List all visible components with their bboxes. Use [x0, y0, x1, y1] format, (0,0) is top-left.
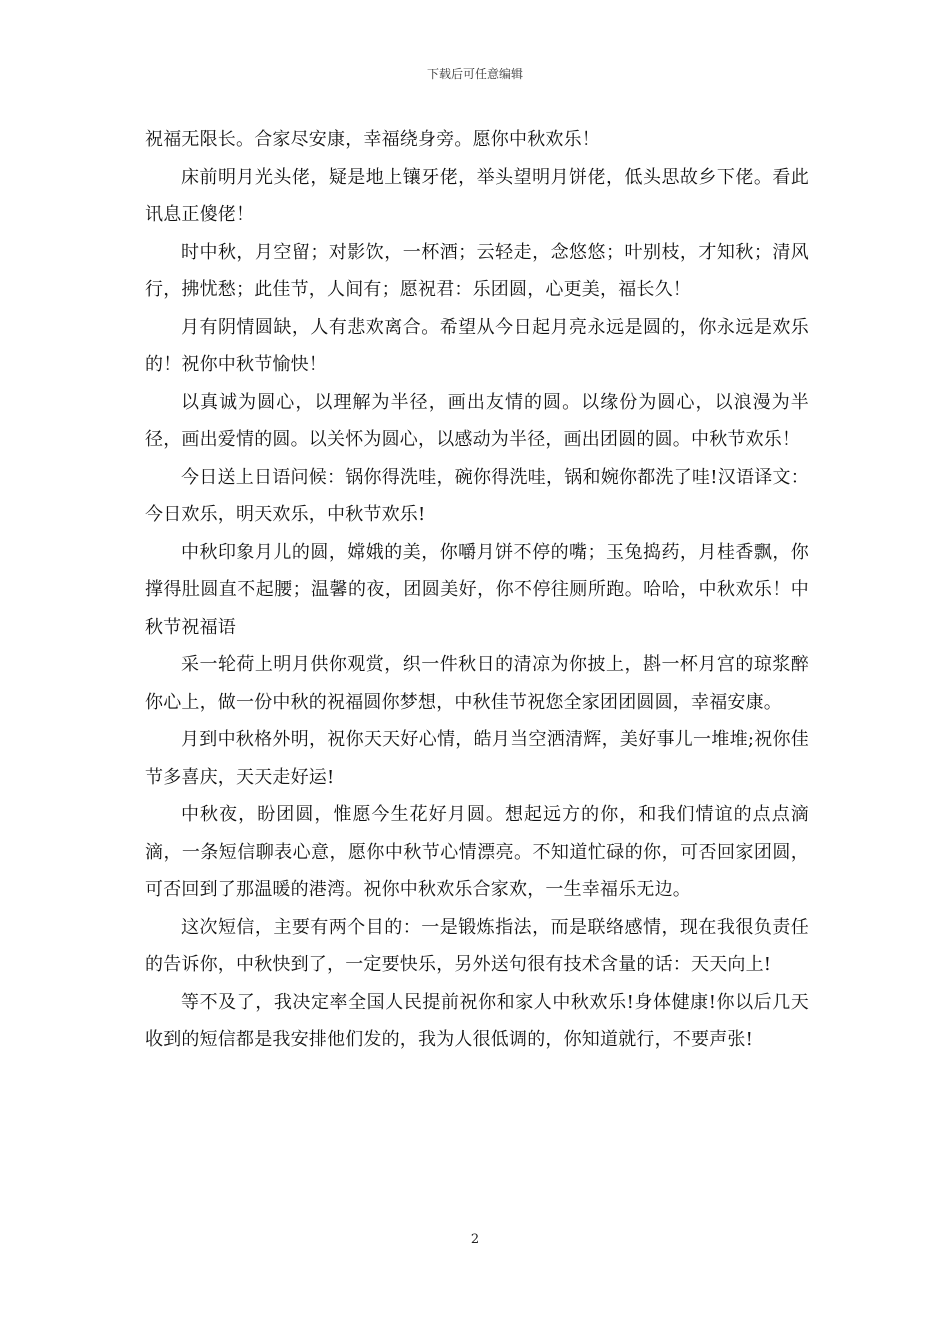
paragraph: 采一轮荷上明月供你观赏，织一件秋日的清凉为你披上，斟一杯月宫的琼浆醉你心上，做一份中秋的祝福圆你梦想，中秋佳节祝您全家团团圆圆，幸福安康。: [145, 654, 809, 713]
page-header: 下载后可任意编辑: [426, 67, 523, 81]
paragraph: 床前明月光头佬，疑是地上镶牙佬，举头望明月饼佬，低头思故乡下佬。看此讯息正傻佬！: [145, 166, 809, 225]
paragraph: 月有阴情圆缺，人有悲欢离合。希望从今日起月亮永远是圆的，你永远是欢乐的！祝你中秋节愉快！: [145, 316, 809, 375]
page-number: 2: [470, 1232, 480, 1247]
paragraph: 等不及了，我决定率全国人民提前祝你和家人中秋欢乐!身体健康!你以后几天收到的短信都是我安排他们发的，我为人很低调的，你知道就行，不要声张!: [145, 991, 809, 1050]
paragraph: 今日送上日语问候：锅你得洗哇，碗你得洗哇，锅和婉你都洗了哇!汉语译文：今日欢乐，明天欢乐，中秋节欢乐!: [145, 466, 809, 525]
paragraph: 时中秋，月空留；对影饮，一杯酒；云轻走，念悠悠；叶别枝，才知秋；清风行，拂忧愁；此佳节，人间有；愿祝君：乐团圆，心更美，福长久！: [145, 241, 809, 300]
paragraph: 以真诚为圆心，以理解为半径，画出友情的圆。以缘份为圆心，以浪漫为半径，画出爱情的圆。以关怀为圆心，以感动为半径，画出团圆的圆。中秋节欢乐！: [145, 391, 809, 450]
paragraph: 月到中秋格外明，祝你天天好心情，皓月当空洒清辉，美好事儿一堆堆;祝你佳节多喜庆，天天走好运!: [145, 729, 809, 788]
paragraph: 中秋夜，盼团圆，惟愿今生花好月圆。想起远方的你，和我们情谊的点点滴滴，一条短信聊表心意，愿你中秋节心情漂亮。不知道忙碌的你，可否回家团圆，可否回到了那温暖的港湾。祝你中秋欢乐合家欢，一生幸福乐无边。: [145, 804, 809, 900]
paragraph: 祝福无限长。合家尽安康，幸福绕身旁。愿你中秋欢乐！: [145, 129, 600, 150]
document-body: [145, 121, 809, 1059]
paragraph: 这次短信，主要有两个目的：一是锻炼指法，而是联络感情，现在我很负责任的告诉你，中秋快到了，一定要快乐，另外送句很有技术含量的话：天天向上!: [145, 916, 809, 975]
paragraph: 中秋印象月儿的圆，嫦娥的美，你嚼月饼不停的嘴；玉兔捣药，月桂香飘，你撑得肚圆直不起腰；温馨的夜，团圆美好，你不停往厕所跑。哈哈，中秋欢乐！中秋节祝福语: [145, 541, 809, 638]
